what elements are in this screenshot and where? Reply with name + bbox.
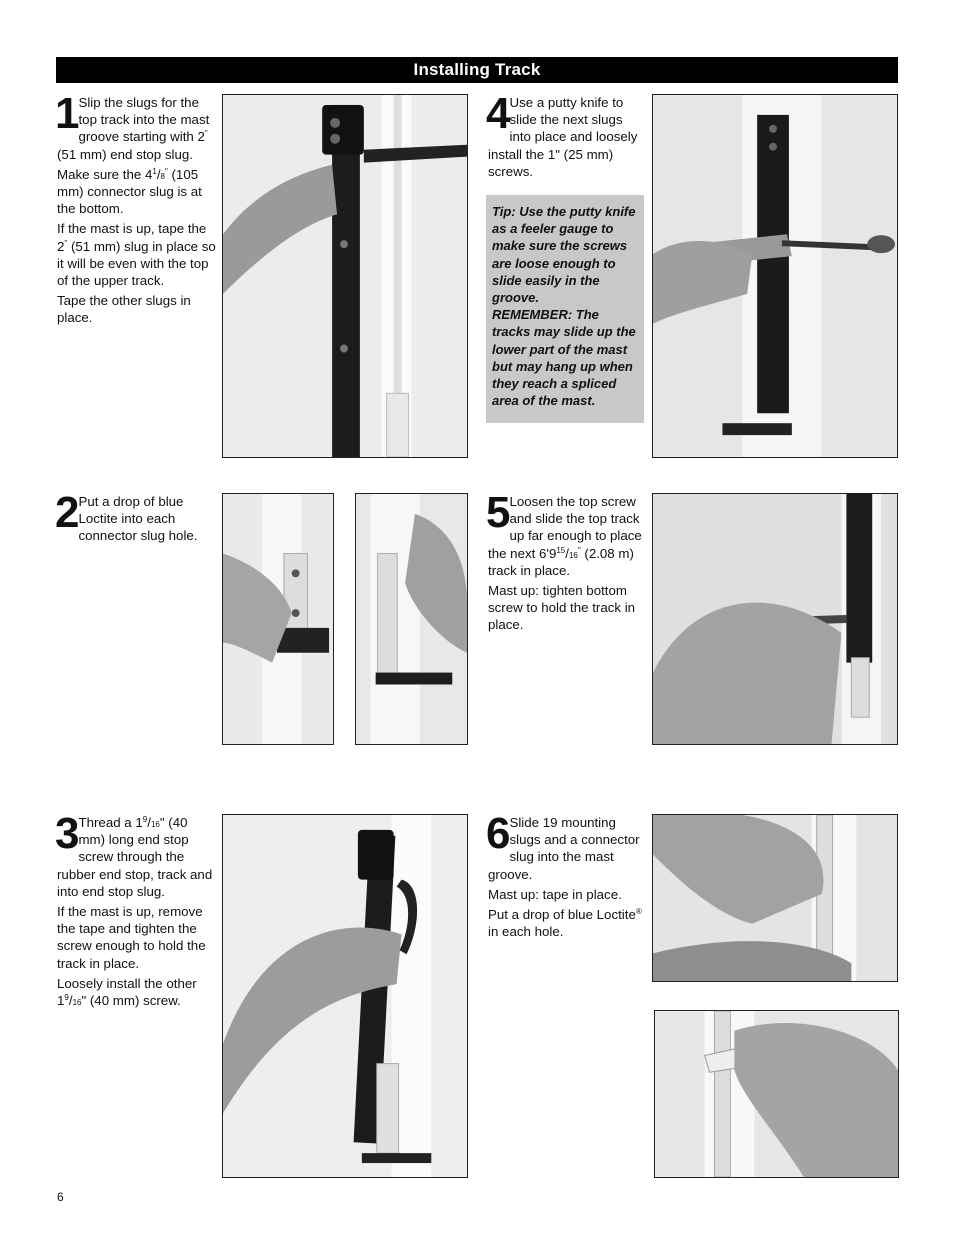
- step-number: 1: [55, 89, 78, 138]
- step-3-paragraph-2: If the mast is up, remove the tape and tighten the screw enough to hold the track in place.: [57, 904, 206, 971]
- step-number: 4: [486, 89, 509, 138]
- step-5-paragraph-1: Loosen the top screw and slide the top track up far enough to place the next $6'9^{15}/16^"$ (2.08 m) track in place.: [488, 494, 642, 578]
- step-4-text: [486, 89, 642, 183]
- page-number: 6: [57, 1190, 64, 1204]
- section-header: [56, 57, 898, 83]
- step-2-text: [55, 488, 217, 548]
- step-5-photo: [652, 493, 898, 745]
- step-3-photo: [222, 814, 468, 1178]
- step-1-text: [55, 89, 217, 330]
- step-5-paragraph-2: Mast up: tighten bottom screw to hold the track in place.: [488, 583, 636, 633]
- step-number: 5: [486, 488, 509, 537]
- step-number: 6: [486, 809, 509, 858]
- step-4-paragraph-1: Use a putty knife to slide the next slugs into place and loosely install the 1" (25 mm) screws.: [488, 95, 638, 179]
- step-1-paragraph-4: Tape the other slugs in place.: [57, 293, 191, 326]
- step-3-paragraph-3: Loosely install the other $1^9/16$" (40 mm) screw.: [57, 975, 197, 1009]
- step-2-photo-b: [355, 493, 468, 745]
- step-6-photo-a: [652, 814, 898, 982]
- section-title: Installing Track: [413, 60, 541, 79]
- step-1-paragraph-1: Slip the slugs for the top track into the mast groove starting with 2" (51 mm) end stop slug.: [57, 95, 210, 162]
- tip-box: [486, 195, 644, 423]
- step-4-photo: [652, 94, 898, 458]
- remember-text: REMEMBER: The tracks may slide up the lower part of the mast but may hang up when they reach a spliced area of the mast.: [492, 307, 636, 409]
- step-6-paragraph-3: Put a drop of blue Loctite® in each hole.: [488, 907, 642, 940]
- step-1-paragraph-3: If the mast is up, tape the 2" (51 mm) slug in place so it will be even with the top of the upper track.: [57, 221, 216, 289]
- step-3-text: [55, 809, 217, 1012]
- step-6-photo-b: [654, 1010, 899, 1178]
- tip-text: Tip: Use the putty knife as a feeler gauge to make sure the screws are loose enough to slide easily in the groove.: [492, 204, 636, 306]
- step-2-photo-a: [222, 493, 334, 745]
- step-number: 3: [55, 809, 78, 858]
- step-6-paragraph-2: Mast up: tape in place.: [488, 886, 622, 902]
- step-2-paragraph-1: Put a drop of blue Loctite into each connector slug hole.: [78, 494, 198, 544]
- step-5-text: [486, 488, 644, 637]
- step-6-text: [486, 809, 648, 943]
- step-1-paragraph-2: Make sure the $4^1/8^"$ (105 mm) connector slug is at the bottom.: [57, 166, 202, 217]
- step-6-paragraph-1: Slide 19 mounting slugs and a connector slug into the mast groove.: [488, 815, 640, 882]
- step-number: 2: [55, 488, 78, 537]
- step-1-photo: [222, 94, 468, 458]
- step-3-paragraph-1: Thread a $1^9/16$" (40 mm) long end stop screw through the rubber end stop, track and into end stop slug.: [57, 815, 213, 899]
